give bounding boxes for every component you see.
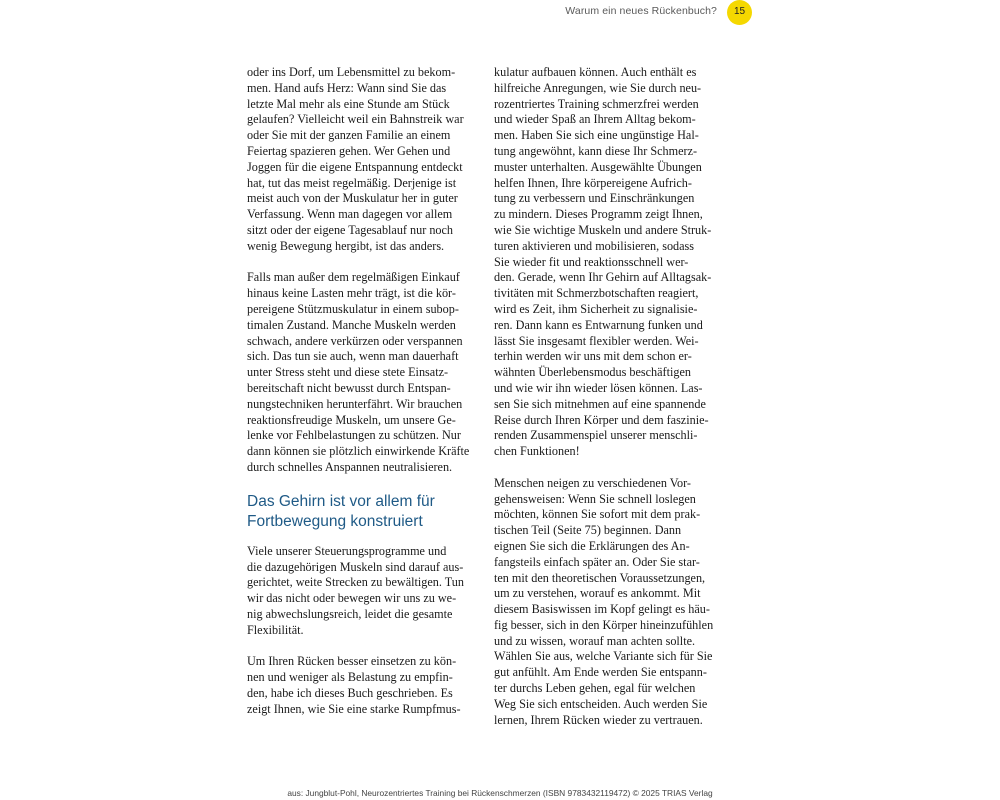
text-line: schwach, andere verkürzen oder verspannen (247, 333, 463, 348)
text-line: und wieder Spaß an Ihrem Alltag bekom- (494, 112, 696, 127)
text-line: muster unterhalten. Ausgewählte Übungen (494, 159, 702, 174)
text-line: ren. Dann kann es Entwarnung funken und (494, 317, 703, 332)
text-line: Joggen für die eigene Entspannung entdeckt (247, 159, 463, 174)
text-line: diesem Basiswissen im Kopf gelingt es häu- (494, 602, 710, 617)
text-line: sen Sie sich mitnehmen auf eine spannende (494, 396, 706, 411)
text-line: gerichtet, weite Strecken zu bewältigen. Tun (247, 575, 464, 590)
text-line: fig besser, sich in den Körper hineinzufühlen (494, 617, 714, 632)
paragraph (494, 65, 726, 460)
paragraph (247, 270, 479, 475)
text-line: wenig Bewegung hergibt, ist das anders. (247, 238, 445, 253)
text-line: renden Zusammenspiel unserer menschli- (494, 428, 698, 443)
text-line: und zu wissen, worauf man achten sollte. (494, 633, 696, 648)
text-line: oder Sie mit der ganzen Familie an einem (247, 128, 451, 143)
text-line: bereitschaft nicht bewusst durch Entspan- (247, 380, 451, 395)
text-line: fangsteils einfach später an. Oder Sie star- (494, 554, 700, 569)
text-line: tischen Teil (Seite 75) beginnen. Dann (494, 523, 682, 538)
text-line: eignen Sie sich die Erklärungen des An- (494, 538, 690, 553)
text-line: nungstechniken herunterfährt. Wir brauchen (247, 396, 463, 411)
text-line: ten mit den theoretischen Voraussetzungen, (494, 570, 706, 585)
text-line: Feiertag spazieren gehen. Wer Gehen und (247, 143, 451, 158)
text-line: kulatur aufbauen können. Auch enthält es (494, 65, 697, 79)
text-line: den, habe ich dieses Buch geschrieben. Es (247, 685, 453, 700)
paragraph (247, 65, 479, 255)
text-line: Wählen Sie aus, welche Variante sich für Sie (494, 649, 713, 664)
text-line: zeigt Ihnen, wie Sie eine starke Rumpfmus- (247, 701, 461, 716)
text-line: sich. Das tun sie auch, wenn man dauerhaft (247, 349, 459, 364)
text-line: men. Hand aufs Herz: Wann sind Sie das (247, 80, 447, 95)
text-line: Reise durch Ihren Körper und dem faszinie- (494, 412, 709, 427)
text-line: nig abwechslungsreich, leidet die gesamte (247, 606, 453, 621)
text-line: und wie wir ihn wieder lösen können. Las- (494, 380, 703, 395)
text-line: sitzt oder der eigene Tagesablauf nur noch (247, 222, 454, 237)
text-line: tung angewöhnt, kann diese Ihr Schmerz- (494, 143, 698, 158)
paragraph (494, 476, 726, 729)
left-column (247, 65, 479, 717)
text-line: helfen Ihnen, Ihre körpereigene Aufrich- (494, 175, 692, 190)
text-line: zu mindern. Dieses Programm zeigt Ihnen, (494, 207, 703, 222)
text-line: tung zu verbessern und Einschränkungen (494, 191, 695, 206)
text-line: nen und weniger als Belastung zu empfin- (247, 670, 453, 685)
running-title: Warum ein neues Rückenbuch? (565, 5, 717, 17)
text-line: Viele unserer Steuerungsprogramme und (247, 543, 447, 558)
text-line: timalen Zustand. Manche Muskeln werden (247, 317, 456, 332)
text-line: reaktionsfreudige Muskeln, um unsere Ge- (247, 412, 456, 427)
text-line: dann können sie plötzlich einwirkende Kräfte (247, 444, 470, 459)
right-column (494, 65, 726, 728)
text-line: um zu verstehen, worauf es ankommt. Mit (494, 586, 701, 601)
text-line: gut anfühlt. Am Ende werden Sie entspann- (494, 665, 707, 680)
text-line: wir das nicht oder bewegen wir uns zu we- (247, 591, 457, 606)
text-line: wähnten Überlebensmodus beschäftigen (494, 365, 691, 380)
text-line: hilfreiche Anregungen, wie Sie durch neu- (494, 80, 702, 95)
text-line: lenke vor Fehlbelastungen zu schützen. Nur (247, 428, 461, 443)
text-line: turen aktivieren und mobilisieren, sodass (494, 238, 695, 253)
text-line: Verfassung. Wenn man dagegen vor allem (247, 207, 453, 222)
text-line: wird es Zeit, ihm Sicherheit zu signalisie- (494, 301, 698, 316)
text-line: den. Gerade, wenn Ihr Gehirn auf Alltagsak- (494, 270, 712, 285)
text-line: gehensweisen: Wenn Sie schnell loslegen (494, 491, 696, 506)
text-line: die dazugehörigen Muskeln sind darauf aus- (247, 559, 464, 574)
text-line: tivitäten mit Schmerzbotschaften reagiert, (494, 286, 699, 301)
text-line: hinaus keine Lasten mehr trägt, ist die kör- (247, 286, 456, 301)
text-line: wie Sie wichtige Muskeln und andere Struk- (494, 222, 712, 237)
section-heading (247, 492, 479, 532)
page-number-badge: 15 (727, 0, 752, 25)
text-line: lässt Sie insgesamt flexibler werden. Wei- (494, 333, 699, 348)
text-line: lernen, Ihrem Rücken wieder zu vertrauen. (494, 712, 703, 727)
text-line: möchten, können Sie sofort mit dem prak- (494, 507, 701, 522)
heading-line: Fortbewegung konstruiert (247, 512, 423, 530)
paragraph (247, 654, 479, 717)
text-line: Flexibilität. (247, 622, 304, 637)
paragraph (247, 544, 479, 639)
text-line: rozentriertes Training schmerzfrei werden (494, 96, 699, 111)
heading-line: Das Gehirn ist vor allem für (247, 492, 435, 510)
text-line: Weg Sie sich entscheiden. Auch werden Sie (494, 696, 708, 711)
text-line: gelaufen? Vielleicht weil ein Bahnstreik war (247, 112, 464, 127)
text-line: terhin werden wir uns mit dem schon er- (494, 349, 692, 364)
text-line: Falls man außer dem regelmäßigen Einkauf (247, 270, 460, 285)
text-line: Menschen neigen zu verschiedenen Vor- (494, 475, 691, 490)
text-line: letzte Mal mehr als eine Stunde am Stück (247, 96, 450, 111)
text-line: meist auch von der Muskulatur her in guter (247, 191, 458, 206)
text-line: ter durchs Leben gehen, egal für welchen (494, 681, 696, 696)
text-line: durch schnelles Anspannen neutralisieren. (247, 459, 453, 474)
text-line: men. Haben Sie sich eine ungünstige Hal- (494, 128, 699, 143)
text-line: oder ins Dorf, um Lebensmittel zu bekom- (247, 65, 456, 79)
footer-citation: aus: Jungblut-Pohl, Neurozentriertes Training bei Rückenschmerzen (ISBN 9783432119472) © 2025 TRIAS Verlag (287, 788, 713, 798)
text-line: hat, tut das meist regelmäßig. Derjenige ist (247, 175, 457, 190)
text-line: Sie wieder fit und reaktionsschnell wer- (494, 254, 689, 269)
text-line: unter Stress steht und diese stete Einsatz- (247, 365, 449, 380)
text-line: chen Funktionen! (494, 444, 580, 459)
text-line: Um Ihren Rücken besser einsetzen zu kön- (247, 654, 457, 669)
text-line: pereigene Stützmuskulatur in einem subop- (247, 301, 459, 316)
